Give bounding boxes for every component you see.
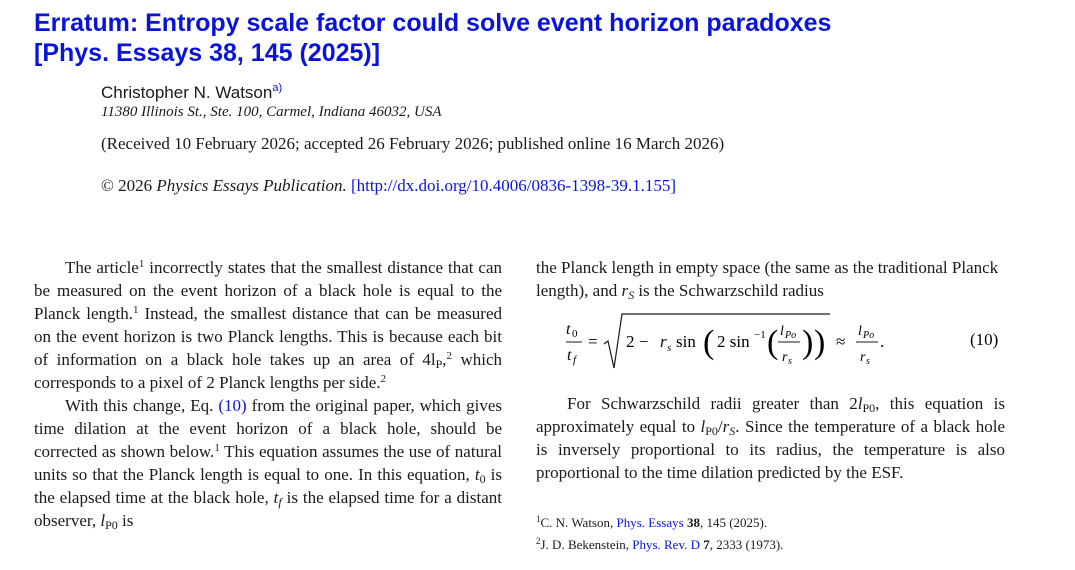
svg-text:s: s [788,356,792,367]
publication-dates: (Received 10 February 2026; accepted 26 February 2026; published online 16 March 2026) [101,134,725,153]
title-line-2: [Phys. Essays 38, 145 (2025)] [34,39,381,67]
svg-text:2 sin: 2 sin [717,332,750,351]
svg-text:f: f [573,354,577,366]
reference-authors: J. D. Bekenstein, [540,537,633,552]
references [536,510,1005,554]
reference-2 [536,532,1005,554]
paragraph-2: With this change, Eq. (10) from the original paper, which gives time dilation at the event horizon of a black hole, should be corrected as shown below.$^1$ This equation assumes the use of natural units so that the Planck length is equal to one. In this equation, $t_0$ is the elapsed time at the black hole, $t_f$ is the elapsed time for a distant observer, $l_{P0}$ is [34,396,502,532]
reference-volume: 38 [686,515,700,530]
equation-10 [566,310,1006,374]
svg-text:Po: Po [863,330,875,341]
paragraph-3: the Planck length in empty space (the same as the traditional Planck length), and $r_S$ is the Schwarzschild radius [536,258,999,302]
svg-text:Po: Po [785,330,797,341]
svg-text:−1: −1 [754,329,766,341]
body-left-column [34,256,502,532]
svg-text:≈: ≈ [836,332,846,351]
svg-text:): ) [814,324,826,361]
title-line-1: Erratum: Entropy scale factor could solve event horizon paradoxes [34,9,832,37]
reference-authors: C. N. Watson, [540,515,617,530]
svg-text:t: t [566,321,571,338]
svg-text:s: s [866,356,870,367]
reference-volume: 7 [703,537,710,552]
equation-link[interactable]: (10) [218,396,247,415]
doi-link[interactable]: [http://dx.doi.org/10.4006/0836-1398-39.1.155] [350,176,676,195]
svg-text:2 −: 2 − [626,332,649,351]
svg-text:sin: sin [676,332,696,351]
svg-text:.: . [880,332,885,351]
svg-text:(: ( [767,324,779,361]
svg-text:): ) [802,324,814,361]
svg-text:r: r [782,350,788,365]
reference-1 [536,510,1005,532]
author-footnote-mark[interactable]: a) [272,82,283,94]
reference-number: 2 [536,536,541,546]
body-right-column-top [536,256,1005,302]
paragraph-4: For Schwarzschild radii greater than $2l_{P0}$, this equation is approximately equal to $l_{P0}/r_S$. Since the temperature of a black hole is inversely proportional to its radius, the temperature is also proportional to the time dilation predicted by the ESF. [536,394,1005,482]
publisher: Physics Essays Publication. [156,176,347,195]
svg-text:t: t [567,347,572,364]
svg-text:(: ( [703,324,715,361]
svg-text:0: 0 [572,328,578,340]
author-name: Christopher N. Watson [101,83,273,102]
affiliation: 11380 Illinois St., Ste. 100, Carmel, Indiana 46032, USA [101,104,442,120]
svg-text:=: = [588,332,598,351]
svg-text:s: s [667,342,672,354]
reference-details: , 145 (2025). [699,515,768,530]
equation-graphic [566,310,1006,374]
equation-number: (10) [970,330,999,349]
svg-text:r: r [860,350,866,365]
svg-text:l: l [780,324,784,339]
copyright-prefix: © 2026 [101,176,157,195]
svg-text:r: r [660,332,667,351]
copyright-line [101,176,676,196]
body-right-column-bottom [536,392,1005,484]
reference-number: 1 [536,514,541,524]
svg-text:l: l [858,324,862,339]
reference-details: , 2333 (1973). [709,537,784,552]
article-title [34,8,1054,68]
reference-journal-link[interactable]: Phys. Essays [616,515,684,530]
paragraph-1: The article$^1$ incorrectly states that the smallest distance that can be measured on the event horizon of a black hole is equal to the Planck length.$^1$ Instead, the smallest distance that can be measured on the event horizon is two Planck lengths. This is because each bit of information on a black hole takes up an area of $4l_P,^2$ which corresponds to a pixel of 2 Planck lengths per side.$^2$ [34,258,502,392]
reference-journal-link[interactable]: Phys. Rev. D [632,537,700,552]
author [101,82,282,103]
